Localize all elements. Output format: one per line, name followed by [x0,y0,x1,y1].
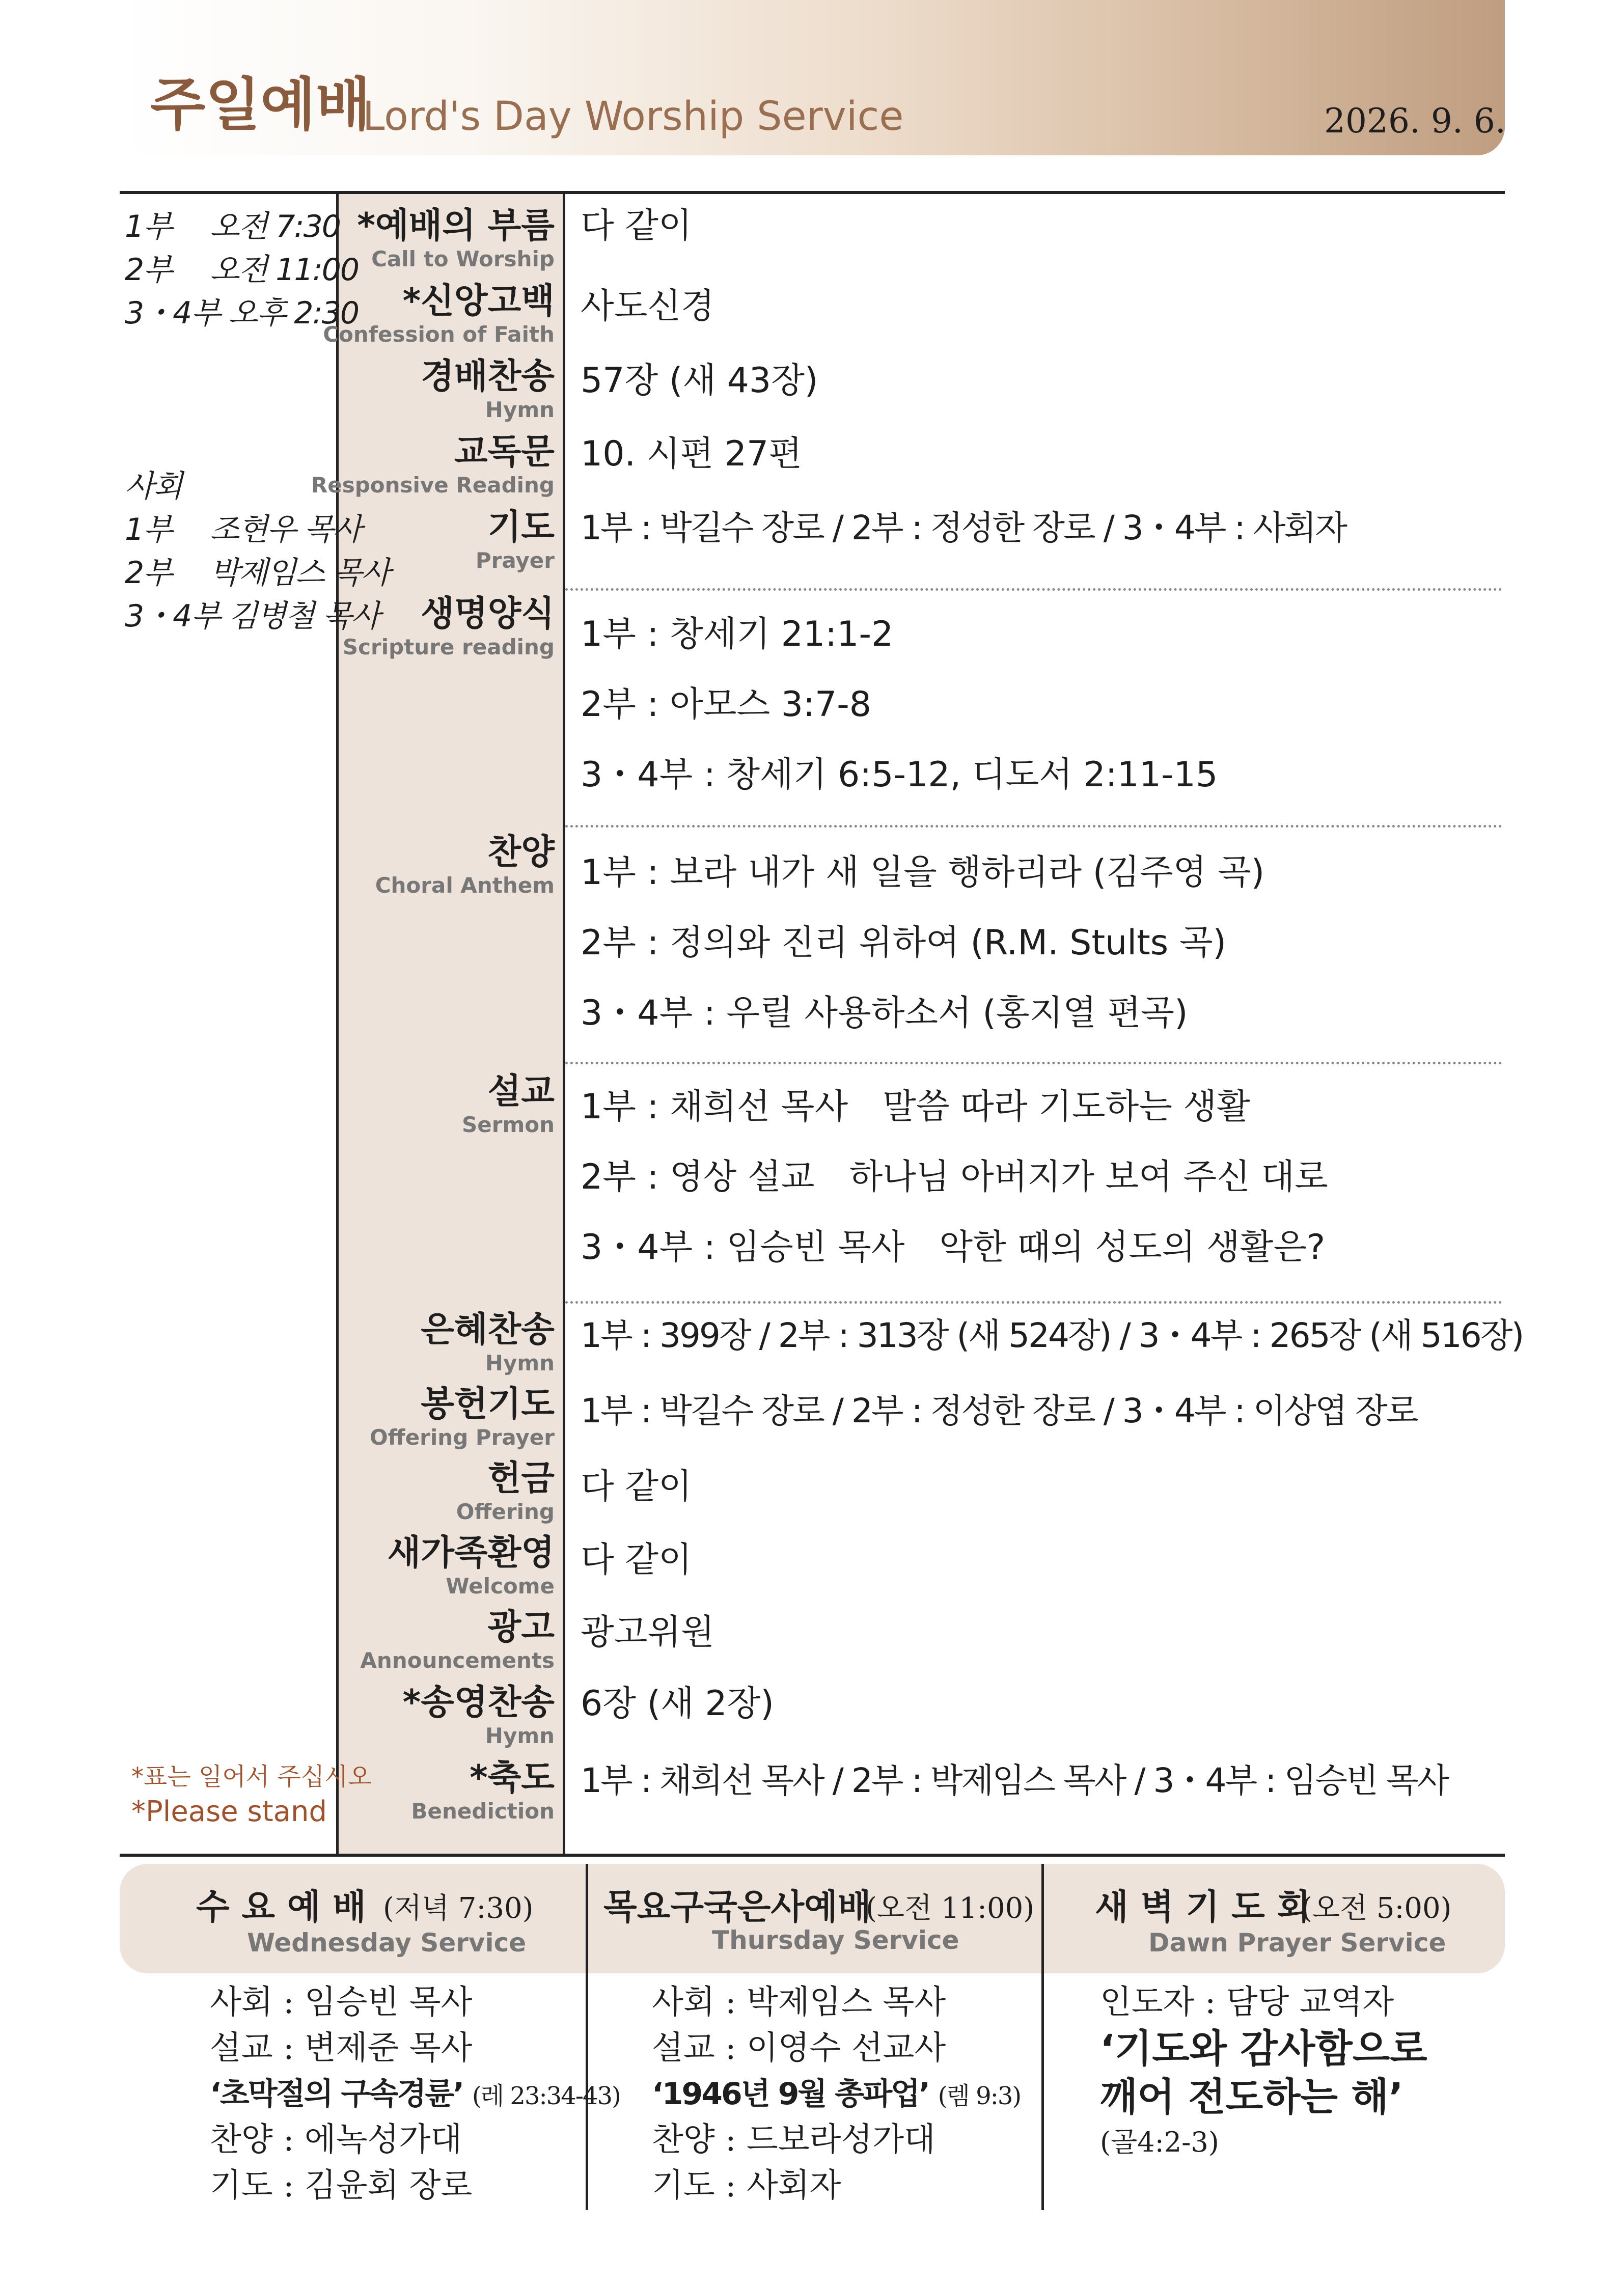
program-label-en: Welcome [446,1574,555,1599]
program-label-en: Benediction [411,1799,555,1824]
program-label: 새가족환영 [387,1533,555,1573]
program-label: 헌금 [487,1458,555,1499]
program-value: 2부 : 아모스 3:7-8 [581,684,872,725]
service-time: 1부 오전 7:30 [125,209,340,244]
wednesday-preacher: 설교 : 변제준 목사 [210,2029,473,2067]
wednesday-title: 수 요 예 배 [196,1887,366,1927]
thursday-preacher: 설교 : 이영수 선교사 [652,2029,946,2067]
program-label-en: Hymn [485,1351,555,1375]
program-label: 설교 [487,1071,555,1112]
program-value: 3・4부 : 창세기 6:5-12, 디도서 2:11-15 [581,755,1218,795]
program-label: 교독문 [454,432,555,472]
section-divider [565,1301,1502,1304]
thursday-title: 목요구국은사예배 [603,1887,871,1927]
program-value: 1부 : 창세기 21:1-2 [581,614,894,654]
thursday-time: (오전 11:00) [866,1892,1035,1925]
panel-divider [1041,1864,1044,2210]
program-label: 경배찬송 [421,356,555,397]
program-value: 1부 : 박길수 장로 / 2부 : 정성한 장로 / 3・4부 : 사회자 [581,508,1346,547]
dawn-title-en: Dawn Prayer Service [1148,1928,1446,1958]
program-value: 1부 : 보라 내가 새 일을 행하리라 (김주영 곡) [581,852,1265,893]
thursday-sermon-title: ‘1946년 9월 총파업’ [652,2076,929,2112]
thursday-title-en: Thursday Service [712,1925,959,1955]
service-leader: 2부 박제임스 목사 [125,555,390,591]
stand-note-ko: *표는 일어서 주십시오 [131,1762,372,1791]
wednesday-sermon-title: ‘초막절의 구속경륜’ [210,2076,463,2112]
program-value: 3・4부 : 임승빈 목사 악한 때의 성도의 생활은? [581,1227,1326,1268]
dawn-theme: ‘기도와 감사함으로 [1100,2026,1427,2071]
dawn-leader: 인도자 : 담당 교역자 [1100,1984,1394,2021]
program-value: 6장 (새 2장) [581,1684,774,1724]
top-rule [120,191,1505,194]
program-label-en: Offering [456,1499,555,1524]
program-value: 광고위원 [581,1612,714,1652]
wednesday-choir: 찬양 : 에녹성가대 [210,2121,462,2159]
page-title: 주일예배 [150,72,371,138]
program-label-en: Offering Prayer [369,1425,555,1450]
program-value: 2부 : 정의와 진리 위하여 (R.M. Stults 곡) [581,923,1227,963]
section-divider [565,588,1502,591]
program-label: 생명양식 [421,594,555,634]
service-time: 2부 오전 11:00 [125,252,359,288]
program-value: 10. 시편 27편 [581,434,802,474]
program-label-en: Announcements [360,1648,555,1673]
program-label-en: Hymn [485,397,555,422]
program-label: *축도 [470,1758,555,1798]
service-leader: 1부 조현우 목사 [125,512,362,547]
thursday-leader: 사회 : 박제임스 목사 [652,1984,946,2021]
program-label: 봉헌기도 [421,1384,555,1424]
page-subtitle: Lord's Day Worship Service [363,94,904,140]
panel-divider [586,1864,588,2210]
program-value: 1부 : 채희선 목사 말씀 따라 기도하는 생활 [581,1087,1250,1127]
dawn-theme: 깨어 전도하는 해’ [1100,2074,1403,2119]
program-label: 기도 [487,507,555,547]
column-divider [563,194,565,1854]
thursday-choir: 찬양 : 드보라성가대 [652,2121,935,2159]
section-divider [565,1062,1502,1064]
program-value: 사도신경 [581,286,714,326]
thursday-sermon-ref: (렘 9:3) [938,2082,1021,2110]
bottom-rule [120,1854,1505,1857]
program-label-en: Confession of Faith [323,322,555,347]
service-time: 3・4부 오후 2:30 [125,295,359,331]
program-label-en: Prayer [475,548,555,573]
column-divider [336,194,339,1854]
wednesday-prayer: 기도 : 김윤회 장로 [210,2167,473,2205]
service-leader: 3・4부 김병철 목사 [125,598,380,634]
section-divider [565,825,1502,828]
stand-note-en: *Please stand [131,1795,327,1828]
thursday-sermon [652,2076,1021,2112]
dawn-time: (오전 5:00) [1301,1892,1452,1925]
program-label: 광고 [487,1607,555,1647]
program-value: 57장 (새 43장) [581,361,818,401]
program-label: *신앙고백 [402,281,555,321]
dawn-theme-ref: (골4:2-3) [1100,2126,1219,2158]
thursday-prayer: 기도 : 사회자 [652,2167,841,2205]
program-label: *송영찬송 [402,1683,555,1723]
program-value: 다 같이 [581,206,692,246]
program-value: 3・4부 : 우릴 사용하소서 (홍지열 편곡) [581,993,1188,1033]
program-label-en: Call to Worship [371,246,555,271]
program-label: *예배의 부름 [357,206,555,246]
program-label: 찬양 [487,832,555,872]
program-label: 은혜찬송 [421,1310,555,1350]
program-value: 1부 : 399장 / 2부 : 313장 (새 524장) / 3・4부 : 265장 (새 516장) [581,1316,1523,1355]
program-label-en: Responsive Reading [311,473,555,498]
wednesday-title-en: Wednesday Service [247,1928,527,1958]
wednesday-time: (저녁 7:30) [383,1892,534,1925]
dawn-title: 새 벽 기 도 회 [1095,1887,1311,1927]
program-value: 1부 : 채희선 목사 / 2부 : 박제임스 목사 / 3・4부 : 임승빈 목사 [581,1761,1448,1800]
wednesday-leader: 사회 : 임승빈 목사 [210,1984,473,2021]
program-value: 다 같이 [581,1467,692,1507]
program-label-en: Choral Anthem [375,873,555,898]
program-value: 다 같이 [581,1540,692,1580]
wednesday-sermon-ref: (레 23:34-43) [472,2082,620,2110]
program-value: 2부 : 영상 설교 하나님 아버지가 보여 주신 대로 [581,1157,1328,1197]
program-label-en: Scripture reading [342,635,555,659]
service-date: 2026. 9. 6. [1324,101,1506,141]
program-label-en: Sermon [462,1112,555,1137]
wednesday-sermon [210,2076,620,2112]
leaders-label: 사회 [125,469,182,504]
program-label-en: Hymn [485,1723,555,1748]
program-value: 1부 : 박길수 장로 / 2부 : 정성한 장로 / 3・4부 : 이상엽 장로 [581,1391,1417,1430]
